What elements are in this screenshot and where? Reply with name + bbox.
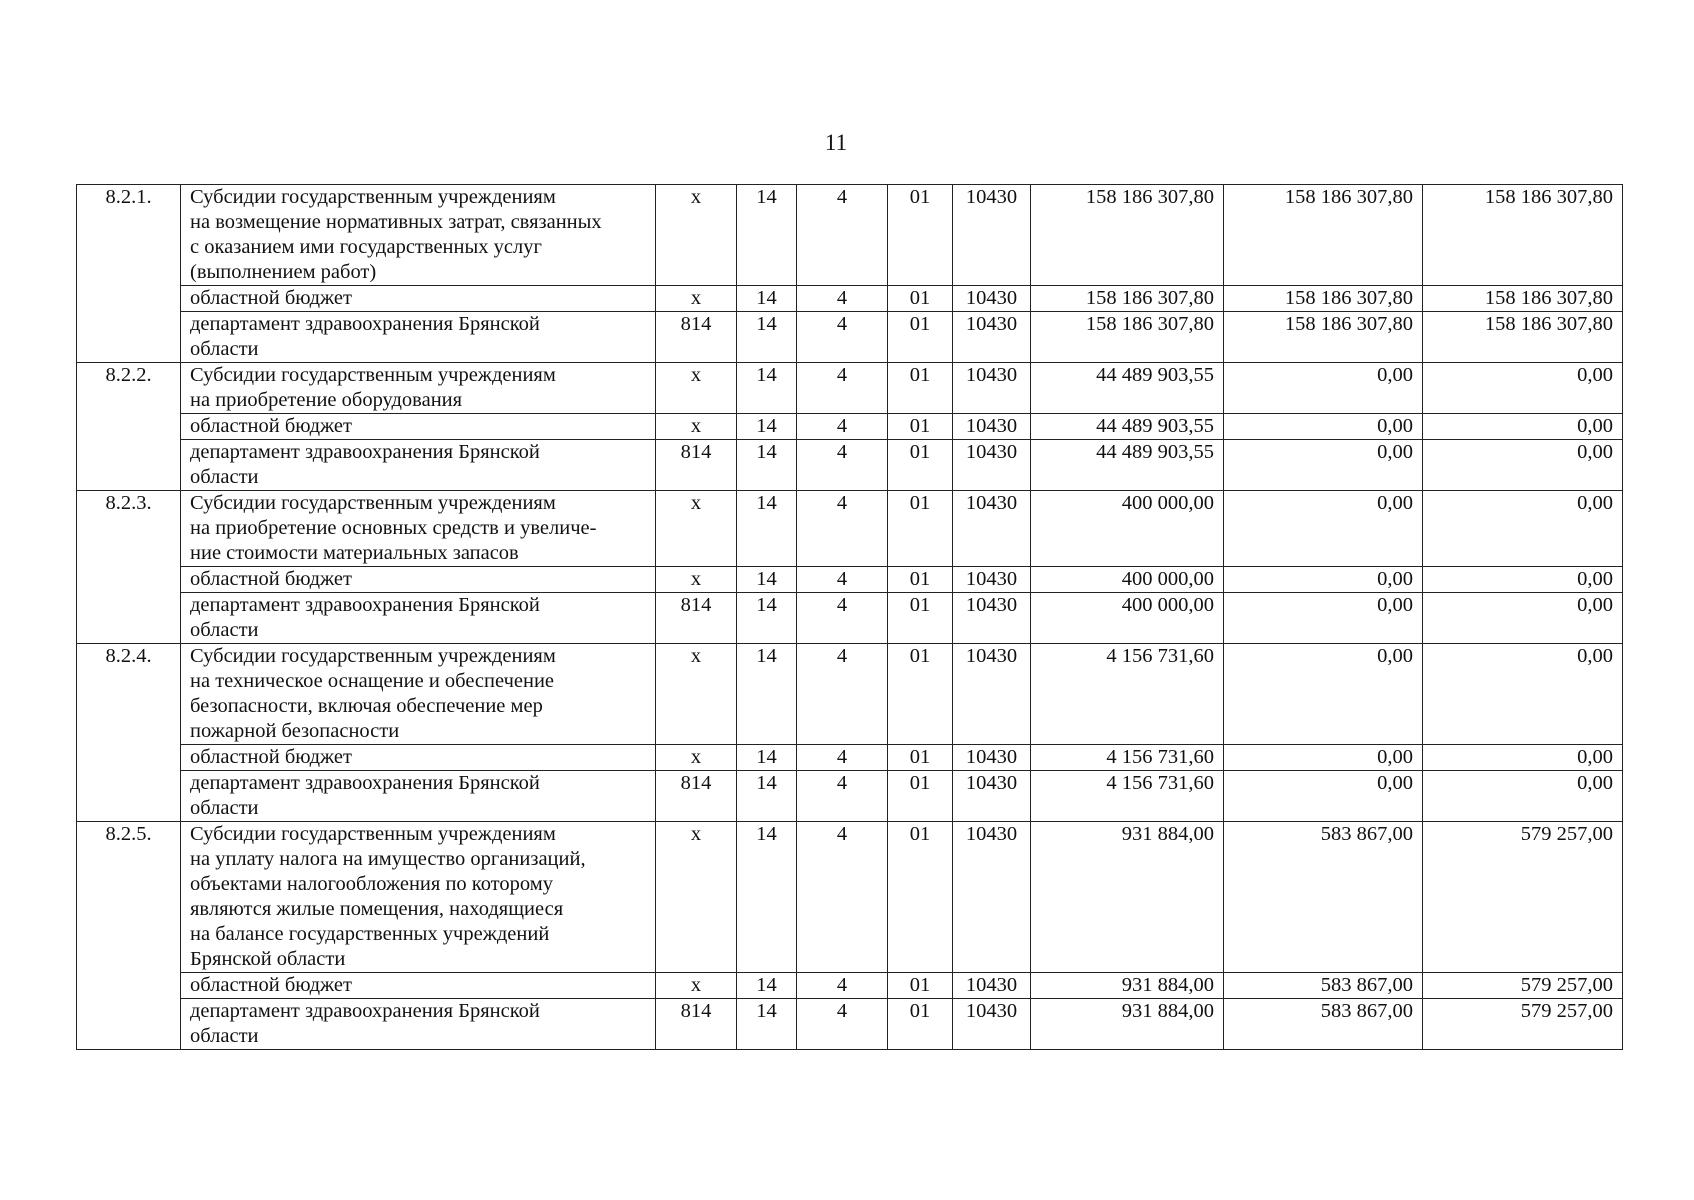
table-row: [77, 491, 1623, 567]
budget-table: [76, 184, 1623, 1050]
section-code-cell: 14: [737, 567, 797, 593]
table-row: [77, 644, 1623, 745]
amount-year1-cell: 44 489 903,55: [1031, 440, 1224, 491]
program-code-cell: 01: [888, 414, 953, 440]
table-row: [77, 973, 1623, 999]
item-description-cell: департамент здравоохранения Брянской области: [181, 999, 656, 1050]
item-description-cell: областной бюджет: [181, 567, 656, 593]
section-code-cell: 14: [737, 414, 797, 440]
section-code-cell: 14: [737, 999, 797, 1050]
program-code-cell: 01: [888, 593, 953, 644]
subsection-code-cell: 4: [797, 286, 888, 312]
table-row: [77, 286, 1623, 312]
subsection-code-cell: 4: [797, 567, 888, 593]
amount-year1-cell: 4 156 731,60: [1031, 644, 1224, 745]
amount-year2-cell: 0,00: [1224, 771, 1423, 822]
program-code-cell: 01: [888, 491, 953, 567]
amount-year3-cell: 158 186 307,80: [1423, 312, 1623, 363]
expense-code-cell: 10430: [953, 414, 1031, 440]
amount-year1-cell: 400 000,00: [1031, 567, 1224, 593]
subsection-code-cell: 4: [797, 440, 888, 491]
section-code-cell: 14: [737, 286, 797, 312]
section-code-cell: 14: [737, 491, 797, 567]
amount-year2-cell: 0,00: [1224, 414, 1423, 440]
amount-year1-cell: 931 884,00: [1031, 973, 1224, 999]
amount-year1-cell: 44 489 903,55: [1031, 363, 1224, 414]
amount-year3-cell: 158 186 307,80: [1423, 185, 1623, 286]
amount-year2-cell: 583 867,00: [1224, 822, 1423, 973]
item-description-cell: департамент здравоохранения Брянской области: [181, 312, 656, 363]
amount-year3-cell: 0,00: [1423, 414, 1623, 440]
item-number-cell: 8.2.1.: [77, 185, 181, 363]
amount-year1-cell: 400 000,00: [1031, 593, 1224, 644]
item-description-cell: областной бюджет: [181, 414, 656, 440]
expense-code-cell: 10430: [953, 999, 1031, 1050]
item-description-cell: Субсидии государственным учреждениям на приобретение оборудования: [181, 363, 656, 414]
amount-year2-cell: 0,00: [1224, 644, 1423, 745]
expense-code-cell: 10430: [953, 185, 1031, 286]
table-row: [77, 822, 1623, 973]
expense-code-cell: 10430: [953, 440, 1031, 491]
subsection-code-cell: 4: [797, 185, 888, 286]
subsection-code-cell: 4: [797, 999, 888, 1050]
amount-year1-cell: 4 156 731,60: [1031, 745, 1224, 771]
amount-year2-cell: 158 186 307,80: [1224, 185, 1423, 286]
amount-year2-cell: 0,00: [1224, 745, 1423, 771]
table-row: [77, 440, 1623, 491]
expense-code-cell: 10430: [953, 745, 1031, 771]
amount-year1-cell: 158 186 307,80: [1031, 312, 1224, 363]
budget-code-cell: х: [656, 286, 737, 312]
amount-year1-cell: 931 884,00: [1031, 999, 1224, 1050]
expense-code-cell: 10430: [953, 312, 1031, 363]
section-code-cell: 14: [737, 644, 797, 745]
table-row: [77, 745, 1623, 771]
budget-code-cell: х: [656, 973, 737, 999]
amount-year3-cell: 0,00: [1423, 567, 1623, 593]
subsection-code-cell: 4: [797, 312, 888, 363]
program-code-cell: 01: [888, 185, 953, 286]
amount-year2-cell: 0,00: [1224, 593, 1423, 644]
expense-code-cell: 10430: [953, 644, 1031, 745]
budget-code-cell: х: [656, 567, 737, 593]
budget-code-cell: 814: [656, 593, 737, 644]
section-code-cell: 14: [737, 822, 797, 973]
amount-year1-cell: 44 489 903,55: [1031, 414, 1224, 440]
amount-year3-cell: 0,00: [1423, 593, 1623, 644]
budget-code-cell: 814: [656, 771, 737, 822]
program-code-cell: 01: [888, 286, 953, 312]
table-row: [77, 999, 1623, 1050]
program-code-cell: 01: [888, 973, 953, 999]
amount-year1-cell: 931 884,00: [1031, 822, 1224, 973]
amount-year2-cell: 0,00: [1224, 440, 1423, 491]
amount-year3-cell: 579 257,00: [1423, 999, 1623, 1050]
item-description-cell: департамент здравоохранения Брянской области: [181, 771, 656, 822]
program-code-cell: 01: [888, 822, 953, 973]
amount-year2-cell: 0,00: [1224, 567, 1423, 593]
section-code-cell: 14: [737, 745, 797, 771]
subsection-code-cell: 4: [797, 771, 888, 822]
item-description-cell: Субсидии государственным учреждениям на приобретение основных средств и увеличе- ние стоимости материальных запасов: [181, 491, 656, 567]
table-row: [77, 312, 1623, 363]
amount-year3-cell: 158 186 307,80: [1423, 286, 1623, 312]
budget-code-cell: х: [656, 363, 737, 414]
amount-year3-cell: 0,00: [1423, 363, 1623, 414]
expense-code-cell: 10430: [953, 973, 1031, 999]
item-number-cell: 8.2.3.: [77, 491, 181, 644]
expense-code-cell: 10430: [953, 593, 1031, 644]
budget-code-cell: х: [656, 644, 737, 745]
program-code-cell: 01: [888, 312, 953, 363]
page-number: 11: [824, 130, 848, 155]
amount-year2-cell: 583 867,00: [1224, 999, 1423, 1050]
table-row: [77, 414, 1623, 440]
program-code-cell: 01: [888, 745, 953, 771]
amount-year1-cell: 400 000,00: [1031, 491, 1224, 567]
expense-code-cell: 10430: [953, 286, 1031, 312]
program-code-cell: 01: [888, 363, 953, 414]
program-code-cell: 01: [888, 644, 953, 745]
subsection-code-cell: 4: [797, 491, 888, 567]
amount-year1-cell: 158 186 307,80: [1031, 185, 1224, 286]
amount-year2-cell: 158 186 307,80: [1224, 312, 1423, 363]
program-code-cell: 01: [888, 771, 953, 822]
item-description-cell: Субсидии государственным учреждениям на уплату налога на имущество организаций, объектами налогообложения по которому являются жилые помещения, находящиеся на балансе государственных учреждений Брянской области: [181, 822, 656, 973]
amount-year3-cell: 0,00: [1423, 771, 1623, 822]
expense-code-cell: 10430: [953, 363, 1031, 414]
amount-year3-cell: 0,00: [1423, 491, 1623, 567]
item-number-cell: 8.2.2.: [77, 363, 181, 491]
item-description-cell: областной бюджет: [181, 286, 656, 312]
budget-code-cell: х: [656, 414, 737, 440]
budget-code-cell: х: [656, 491, 737, 567]
program-code-cell: 01: [888, 999, 953, 1050]
amount-year2-cell: 158 186 307,80: [1224, 286, 1423, 312]
amount-year1-cell: 158 186 307,80: [1031, 286, 1224, 312]
section-code-cell: 14: [737, 771, 797, 822]
subsection-code-cell: 4: [797, 644, 888, 745]
expense-code-cell: 10430: [953, 771, 1031, 822]
budget-code-cell: 814: [656, 999, 737, 1050]
budget-code-cell: х: [656, 822, 737, 973]
item-description-cell: департамент здравоохранения Брянской области: [181, 440, 656, 491]
item-description-cell: Субсидии государственным учреждениям на возмещение нормативных затрат, связанных с оказанием ими государственных услуг (выполнением работ): [181, 185, 656, 286]
amount-year3-cell: 579 257,00: [1423, 973, 1623, 999]
amount-year2-cell: 0,00: [1224, 491, 1423, 567]
section-code-cell: 14: [737, 185, 797, 286]
subsection-code-cell: 4: [797, 973, 888, 999]
table-row: [77, 363, 1623, 414]
section-code-cell: 14: [737, 973, 797, 999]
expense-code-cell: 10430: [953, 491, 1031, 567]
item-description-cell: областной бюджет: [181, 973, 656, 999]
item-description-cell: областной бюджет: [181, 745, 656, 771]
amount-year3-cell: 0,00: [1423, 644, 1623, 745]
expense-code-cell: 10430: [953, 822, 1031, 973]
amount-year1-cell: 4 156 731,60: [1031, 771, 1224, 822]
item-number-cell: 8.2.4.: [77, 644, 181, 822]
subsection-code-cell: 4: [797, 593, 888, 644]
subsection-code-cell: 4: [797, 822, 888, 973]
section-code-cell: 14: [737, 440, 797, 491]
budget-code-cell: 814: [656, 440, 737, 491]
amount-year2-cell: 0,00: [1224, 363, 1423, 414]
section-code-cell: 14: [737, 312, 797, 363]
amount-year2-cell: 583 867,00: [1224, 973, 1423, 999]
amount-year3-cell: 0,00: [1423, 745, 1623, 771]
item-description-cell: Субсидии государственным учреждениям на техническое оснащение и обеспечение безопасности, включая обеспечение мер пожарной безопасности: [181, 644, 656, 745]
table-row: [77, 771, 1623, 822]
program-code-cell: 01: [888, 440, 953, 491]
item-number-cell: 8.2.5.: [77, 822, 181, 1050]
subsection-code-cell: 4: [797, 363, 888, 414]
subsection-code-cell: 4: [797, 745, 888, 771]
item-description-cell: департамент здравоохранения Брянской области: [181, 593, 656, 644]
expense-code-cell: 10430: [953, 567, 1031, 593]
amount-year3-cell: 0,00: [1423, 440, 1623, 491]
table-row: [77, 593, 1623, 644]
section-code-cell: 14: [737, 593, 797, 644]
subsection-code-cell: 4: [797, 414, 888, 440]
program-code-cell: 01: [888, 567, 953, 593]
budget-code-cell: х: [656, 185, 737, 286]
section-code-cell: 14: [737, 363, 797, 414]
table-row: [77, 185, 1623, 286]
budget-table-body: [77, 185, 1623, 1050]
budget-code-cell: 814: [656, 312, 737, 363]
budget-code-cell: х: [656, 745, 737, 771]
amount-year3-cell: 579 257,00: [1423, 822, 1623, 973]
table-row: [77, 567, 1623, 593]
